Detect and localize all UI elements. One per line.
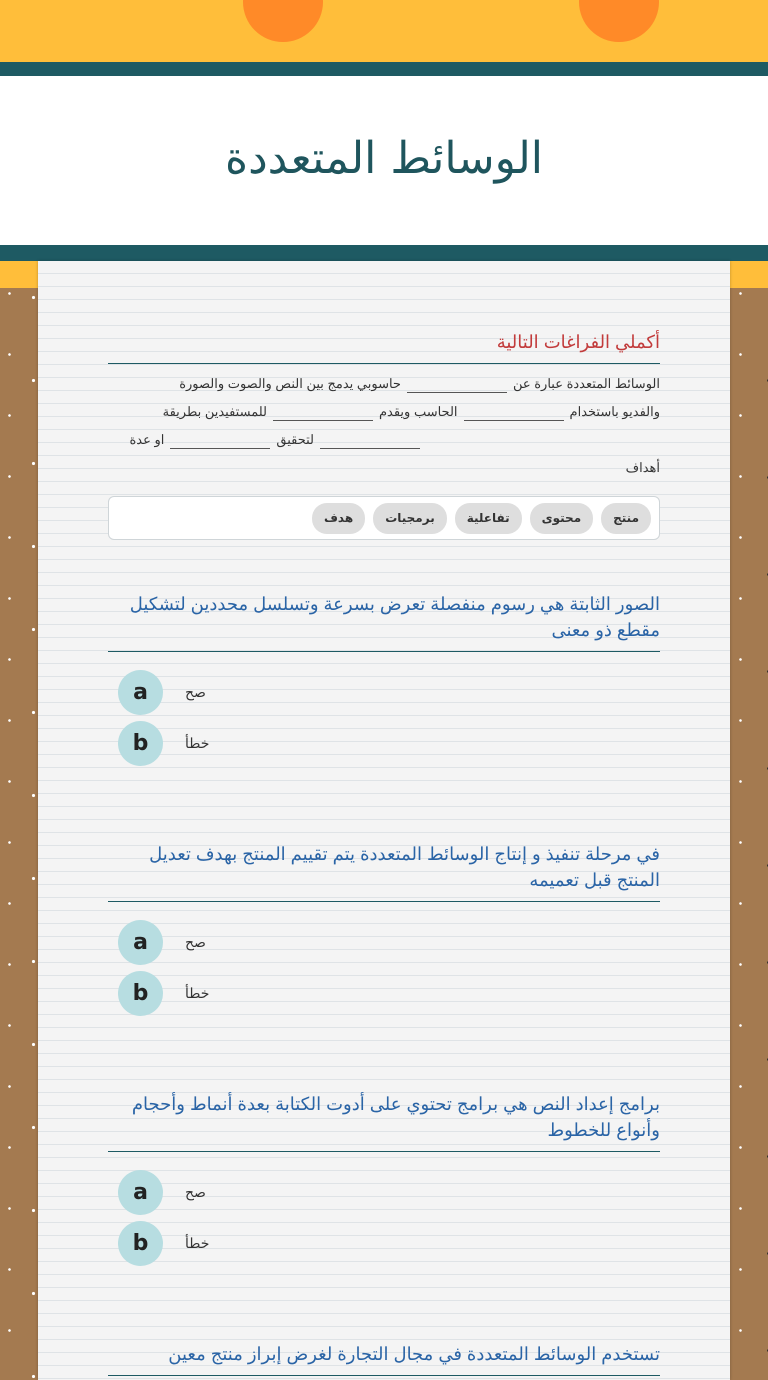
question-text: برامج إعداد النص هي برامج تحتوي على أدوت الكتابة بعدة أنماط وأحجام وأنواع للخطوط [131, 1094, 660, 1140]
option-b[interactable] [118, 1221, 209, 1266]
worksheet-paper [38, 261, 730, 1380]
fill-text-segment: والفديو باستخدام [569, 404, 660, 419]
question-3 [108, 1091, 660, 1152]
header-banner [0, 0, 768, 62]
option-label: صح [185, 684, 206, 700]
header-band-bottom [0, 245, 768, 261]
blank-drop-zone-2[interactable] [464, 405, 564, 421]
option-letter[interactable]: b [118, 721, 163, 766]
fill-text [108, 370, 660, 482]
question-text: الصور الثابتة هي رسوم منفصلة تعرض بسرعة وتسلسل محددين لتشكيل مقطع ذو معنى [129, 594, 660, 640]
option-b[interactable] [118, 971, 209, 1016]
decor-circle-left [243, 0, 323, 42]
option-b[interactable] [118, 721, 209, 766]
option-label: خطأ [185, 985, 210, 1001]
option-letter[interactable]: b [118, 971, 163, 1016]
question-divider [108, 363, 660, 364]
question-4 [108, 1341, 660, 1376]
option-letter[interactable]: a [118, 920, 163, 965]
title-area [0, 76, 768, 245]
fill-text-segment: او عدة أهداف [129, 432, 660, 475]
fill-text-segment: لتحقيق [276, 432, 314, 447]
header-band-top [0, 62, 768, 76]
blank-drop-zone-4[interactable] [320, 433, 420, 449]
question-2 [108, 841, 660, 902]
question-divider [108, 901, 660, 902]
decor-circle-right [579, 0, 659, 42]
option-a[interactable] [118, 670, 206, 715]
blank-drop-zone-5[interactable] [170, 433, 270, 449]
word-chip[interactable]: برمجيات [373, 503, 447, 534]
option-letter[interactable]: a [118, 670, 163, 715]
question-divider [108, 651, 660, 652]
word-chip[interactable]: تفاعلية [455, 503, 522, 534]
option-label: خطأ [185, 735, 210, 751]
fill-text-segment: حاسوبي يدمج بين النص والصوت والصورة [179, 376, 401, 391]
fill-text-segment: للمستفيدين بطريقة [162, 404, 267, 419]
word-chip[interactable]: منتج [601, 503, 651, 534]
option-letter[interactable]: b [118, 1221, 163, 1266]
word-bank [108, 496, 660, 540]
blank-drop-zone-1[interactable] [407, 377, 507, 393]
question-divider [108, 1151, 660, 1152]
option-label: صح [185, 1184, 206, 1200]
question-divider [108, 1375, 660, 1376]
word-chip[interactable]: محتوى [530, 503, 594, 534]
option-label: صح [185, 934, 206, 950]
question-text: تستخدم الوسائط المتعددة في مجال التجارة لغرض إبراز منتج معين [168, 1344, 660, 1364]
question-text: في مرحلة تنفيذ و إنتاج الوسائط المتعددة يتم تقييم المنتج بهدف تعديل المنتج قبل تعميمه [149, 844, 660, 890]
option-label: خطأ [185, 1235, 210, 1251]
fill-text-segment: الحاسب ويقدم [378, 404, 458, 419]
option-a[interactable] [118, 1170, 206, 1215]
question-heading: أكملي الفراغات التالية [496, 332, 660, 352]
question-1 [108, 591, 660, 652]
page-title: الوسائط المتعددة [225, 133, 543, 184]
option-a[interactable] [118, 920, 206, 965]
blank-drop-zone-3[interactable] [273, 405, 373, 421]
word-chip[interactable]: هدف [312, 503, 365, 534]
fill-text-segment: الوسائط المتعددة عبارة عن [512, 376, 660, 391]
fill-blanks-question [108, 329, 660, 540]
option-letter[interactable]: a [118, 1170, 163, 1215]
